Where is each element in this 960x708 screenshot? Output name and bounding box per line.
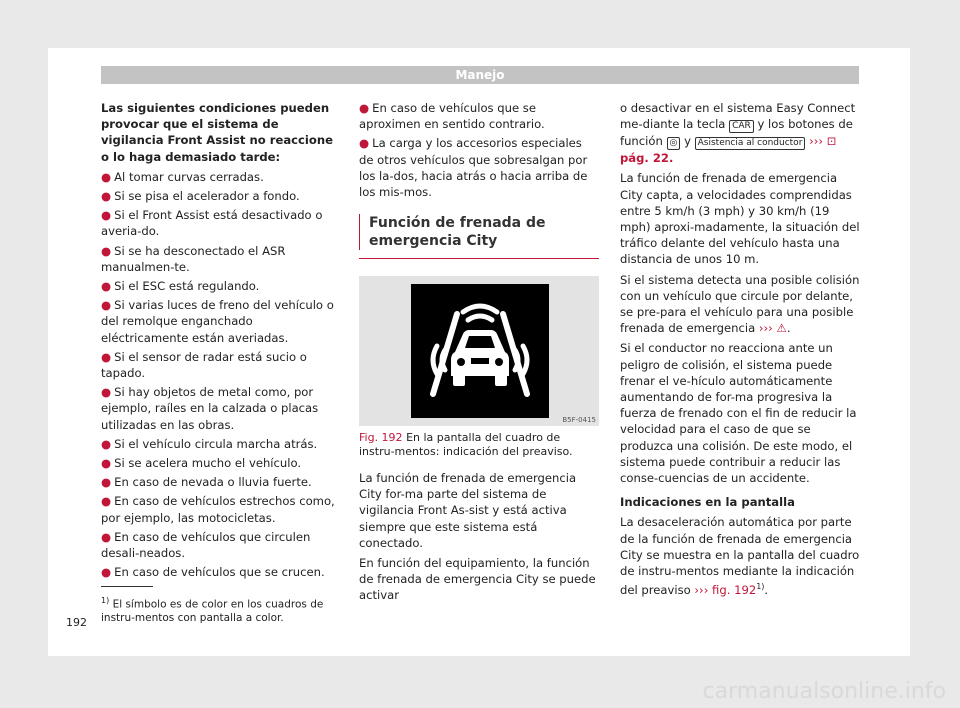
header-title: Manejo [455,68,505,82]
bullet-icon: ● [101,243,112,258]
arrows-icon: ››› [809,134,823,149]
list-item: ● En caso de vehículos que se crucen. [101,565,325,580]
paragraph: En función del equipamiento, la función de frenada de emergencia City se puede activar [359,556,596,603]
paragraph: La función de frenada de emergencia City capta, a velocidades comprendidas entre 5 km/h (3 mph) y 30 km/h (19 mph) aproxi-madamente, la situación del tráfico delante del vehículo hasta una distancia de unos 10 m. [620,171,860,267]
section-divider [359,258,599,259]
bullet-icon: ● [101,349,112,364]
footnote-mark: 1) [101,596,110,605]
figure-192 [359,276,599,426]
list-item: ● Si se ha desconectado el ASR manualmen-te. [101,243,286,274]
list-item: ● La carga y los accesorios especiales de otros vehículos que sobresalgan por los la-dos, hacia atrás o hacia arriba de los mis-mos. [359,136,588,200]
paragraph: La función de frenada de emergencia City for-ma parte del sistema de vigilancia Front As-sist y está activa siempre que este sistema está conectado. [359,471,577,550]
section-title: Función de frenada de emergencia City [359,214,599,250]
bullet-icon: ● [359,136,370,151]
list-item: ● En caso de vehículos que se aproximen en sentido contrario. [359,101,545,132]
column-3 [620,100,860,602]
column-2-body [359,470,599,608]
footnote-text: El símbolo es de color en los cuadros de instru-mentos con pantalla a color. [101,598,324,624]
display-screen [411,284,549,418]
page-number: 192 [66,616,87,629]
warning-icon: ⚠ [776,321,787,336]
column-2 [359,100,599,271]
paragraph: Si el sistema detecta una posible colisión con un vehículo que circule por delante, se pre-para el vehículo para una posible frenada de emergencia ››› ⚠. [620,272,860,336]
bullet-icon: ● [101,456,112,471]
bullet-icon: ● [101,529,112,544]
list-item: ● Si el ESC está regulando. [101,279,260,294]
list-item: ● Si se acelera mucho el vehículo. [101,456,302,471]
book-icon: ⊡ [826,134,837,149]
list-item: ● Si se pisa el acelerador a fondo. [101,189,300,204]
intro-text: Las siguientes condiciones pueden provocar que el sistema de vigilancia Front Assist no reaccione o lo haga demasiado tarde: [101,101,333,164]
list-item: ● Si varias luces de freno del vehículo o del remolque enganchado eléctricamente están averiadas. [101,298,334,345]
bullet-icon: ● [101,385,112,400]
footnote-mark: 1) [756,582,765,592]
caption-text: En la pantalla del cuadro de instru-mentos: indicación del preaviso. [359,431,573,458]
caption-label: Fig. 192 [359,431,403,444]
paragraph: La desaceleración automática por parte de la función de frenada de emergencia City se muestra en la pantalla del cuadro de instru-mentos mediante la indicación del preaviso ››› fig. 192$^{1)}$. [620,515,860,598]
figure-caption [359,431,599,459]
watermark: carmanualsonline.info [702,679,946,704]
bullet-icon: ● [101,475,112,490]
bullet-icon: ● [101,436,112,451]
list-item: ● Si el Front Assist está desactivado o averia-do. [101,208,323,239]
front-assist-warning-icon [411,284,549,418]
function-button-icon: ◎ [667,137,681,150]
arrows-icon: ››› [758,321,773,336]
list-item: ● Al tomar curvas cerradas. [101,169,264,184]
list-item: ● En caso de vehículos estrechos como, por ejemplo, las motocicletas. [101,494,335,525]
page-header [101,66,859,84]
arrows-icon: ››› [694,583,709,598]
bullet-icon: ● [101,169,112,184]
paragraph: Si el conductor no reacciona ante un peligro de colisión, el sistema puede frenar el ve-hículo automáticamente aumentando de for-ma progresiva la fuerza de frenado con el fin de reducir la velocidad para el caso de que se produzca una colisión. De este modo, el sistema puede contribuir a reducir las conse-cuencias de un accidente. [620,341,857,486]
bullet-icon: ● [101,208,112,223]
footnote [101,594,341,625]
driver-assist-key: Asistencia al conductor [695,137,806,150]
bullet-icon: ● [101,565,112,580]
page-ref-link[interactable]: pág. 22. [620,151,674,166]
list-item: ● En caso de nevada o lluvia fuerte. [101,475,312,490]
paragraph: o desactivar en el sistema Easy Connect me-diante la tecla CAR y los botones de función ◎ y Asistencia al conductor ››› ⊡ pág. 22. [620,101,856,166]
bullet-icon: ● [101,189,112,204]
figure-code: B5F-0415 [562,416,596,424]
list-item: ● Si hay objetos de metal como, por ejemplo, raíles en la calzada o placas utilizadas en las obras. [101,385,319,432]
bullet-icon: ● [359,101,370,115]
bullet-icon: ● [101,298,112,313]
fig-ref-link[interactable]: fig. 192 [712,583,757,598]
car-key-icon: CAR [729,120,754,133]
footnote-divider [101,586,153,587]
bullet-icon: ● [101,494,112,509]
bullet-icon: ● [101,279,112,294]
subheading: Indicaciones en la pantalla [620,495,795,510]
column-1 [101,100,341,583]
list-item: ● Si el vehículo circula marcha atrás. [101,436,318,451]
list-item: ● Si el sensor de radar está sucio o tapado. [101,349,307,381]
list-item: ● En caso de vehículos que circulen desali-neados. [101,529,311,561]
